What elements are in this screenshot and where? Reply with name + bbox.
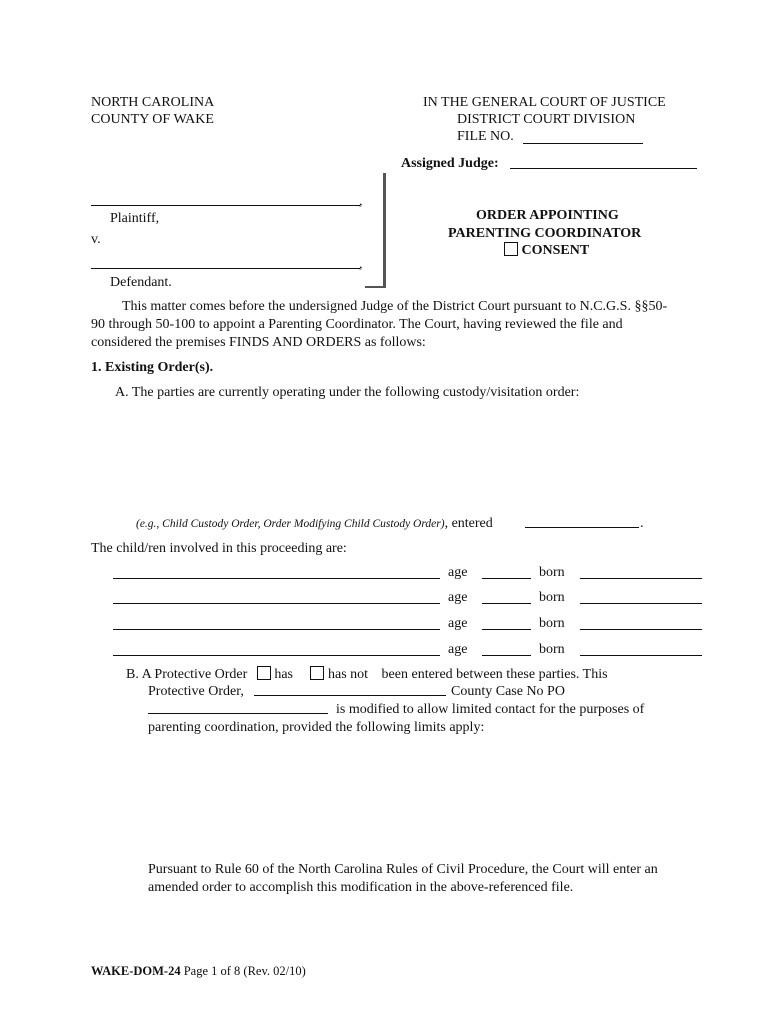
rule60-line2: amended order to accomplish this modification in the above-referenced file. bbox=[148, 880, 574, 895]
child-born-field[interactable] bbox=[580, 629, 702, 630]
versus-label: v. bbox=[91, 232, 101, 247]
limits-apply-text: parenting coordination, provided the following limits apply: bbox=[148, 720, 485, 735]
state-label: NORTH CAROLINA bbox=[91, 95, 215, 110]
court-label: IN THE GENERAL COURT OF JUSTICE bbox=[423, 95, 666, 110]
has-not-checkbox[interactable] bbox=[310, 666, 324, 680]
intro-line1: This matter comes before the undersigned Judge of the District Court pursuant to N.C.G.S. §§50- bbox=[122, 299, 668, 314]
order-example-text: (e.g., Child Custody Order, Order Modifying Child Custody Order) bbox=[136, 518, 445, 530]
child-name-field[interactable] bbox=[113, 578, 440, 579]
plaintiff-name-field[interactable] bbox=[91, 205, 360, 206]
county-case-label: County Case No PO bbox=[451, 684, 565, 699]
consent-label: CONSENT bbox=[521, 243, 590, 258]
title-line1: ORDER APPOINTING bbox=[476, 208, 619, 223]
born-label: born bbox=[539, 590, 565, 605]
child-born-field[interactable] bbox=[580, 578, 702, 579]
consent-checkbox[interactable] bbox=[504, 242, 518, 256]
child-name-field[interactable] bbox=[113, 655, 440, 656]
child-age-field[interactable] bbox=[482, 578, 531, 579]
entered-period: . bbox=[640, 516, 644, 531]
assigned-judge-field[interactable] bbox=[510, 168, 697, 169]
caption-divider bbox=[383, 173, 386, 288]
file-no-label: FILE NO. bbox=[457, 129, 514, 144]
defendant-comma: , bbox=[359, 257, 363, 272]
has-checkbox[interactable] bbox=[257, 666, 271, 680]
child-name-field[interactable] bbox=[113, 603, 440, 604]
order-example-line bbox=[136, 515, 493, 533]
born-label: born bbox=[539, 642, 565, 657]
age-label: age bbox=[448, 590, 468, 605]
page-info: Page 1 of 8 (Rev. 02/10) bbox=[183, 964, 306, 978]
intro-line2: 90 through 50-100 to appoint a Parenting Coordinator. The Court, having reviewed the file and bbox=[91, 317, 623, 332]
form-id: WAKE-DOM-24 bbox=[91, 964, 181, 978]
child-name-field[interactable] bbox=[113, 629, 440, 630]
protective-order-county-label: Protective Order, bbox=[148, 684, 244, 699]
child-age-field[interactable] bbox=[482, 603, 531, 604]
child-born-field[interactable] bbox=[580, 655, 702, 656]
caption-divider-foot bbox=[365, 286, 386, 288]
born-label: born bbox=[539, 616, 565, 631]
assigned-judge-label: Assigned Judge: bbox=[401, 156, 499, 171]
age-label: age bbox=[448, 616, 468, 631]
child-age-field[interactable] bbox=[482, 655, 531, 656]
file-no-field[interactable] bbox=[523, 143, 643, 144]
entered-label: , entered bbox=[444, 516, 493, 531]
plaintiff-comma: , bbox=[359, 194, 363, 209]
county-label: COUNTY OF WAKE bbox=[91, 112, 214, 127]
title-line2: PARENTING COORDINATOR bbox=[448, 226, 642, 241]
intro-line3: considered the premises FINDS AND ORDERS as follows: bbox=[91, 335, 426, 350]
section1-item-a: A. The parties are currently operating under the following custody/visitation order: bbox=[115, 385, 580, 400]
child-born-field[interactable] bbox=[580, 603, 702, 604]
children-intro: The child/ren involved in this proceeding are: bbox=[91, 541, 347, 556]
protective-order-county-field[interactable] bbox=[254, 695, 446, 696]
section1-heading: 1. Existing Order(s). bbox=[91, 360, 214, 375]
plaintiff-label: Plaintiff, bbox=[110, 211, 160, 226]
defendant-label: Defendant. bbox=[110, 275, 172, 290]
born-label: born bbox=[539, 565, 565, 580]
page-footer bbox=[91, 964, 306, 979]
defendant-name-field[interactable] bbox=[91, 268, 360, 269]
protective-order-suffix: been entered between these parties. This bbox=[381, 667, 608, 682]
modified-contact-text: is modified to allow limited contact for the purposes of bbox=[336, 702, 645, 717]
age-label: age bbox=[448, 565, 468, 580]
protective-order-prefix: B. A Protective Order bbox=[126, 667, 248, 682]
entered-date-field[interactable] bbox=[525, 527, 639, 528]
consent-option bbox=[504, 242, 589, 259]
rule60-line1: Pursuant to Rule 60 of the North Carolina Rules of Civil Procedure, the Court will enter an bbox=[148, 862, 658, 877]
protective-order-line bbox=[126, 666, 608, 683]
has-not-label: has not bbox=[327, 667, 369, 682]
child-age-field[interactable] bbox=[482, 629, 531, 630]
age-label: age bbox=[448, 642, 468, 657]
has-label: has bbox=[274, 667, 293, 682]
po-case-number-field[interactable] bbox=[148, 713, 328, 714]
division-label: DISTRICT COURT DIVISION bbox=[457, 112, 636, 127]
